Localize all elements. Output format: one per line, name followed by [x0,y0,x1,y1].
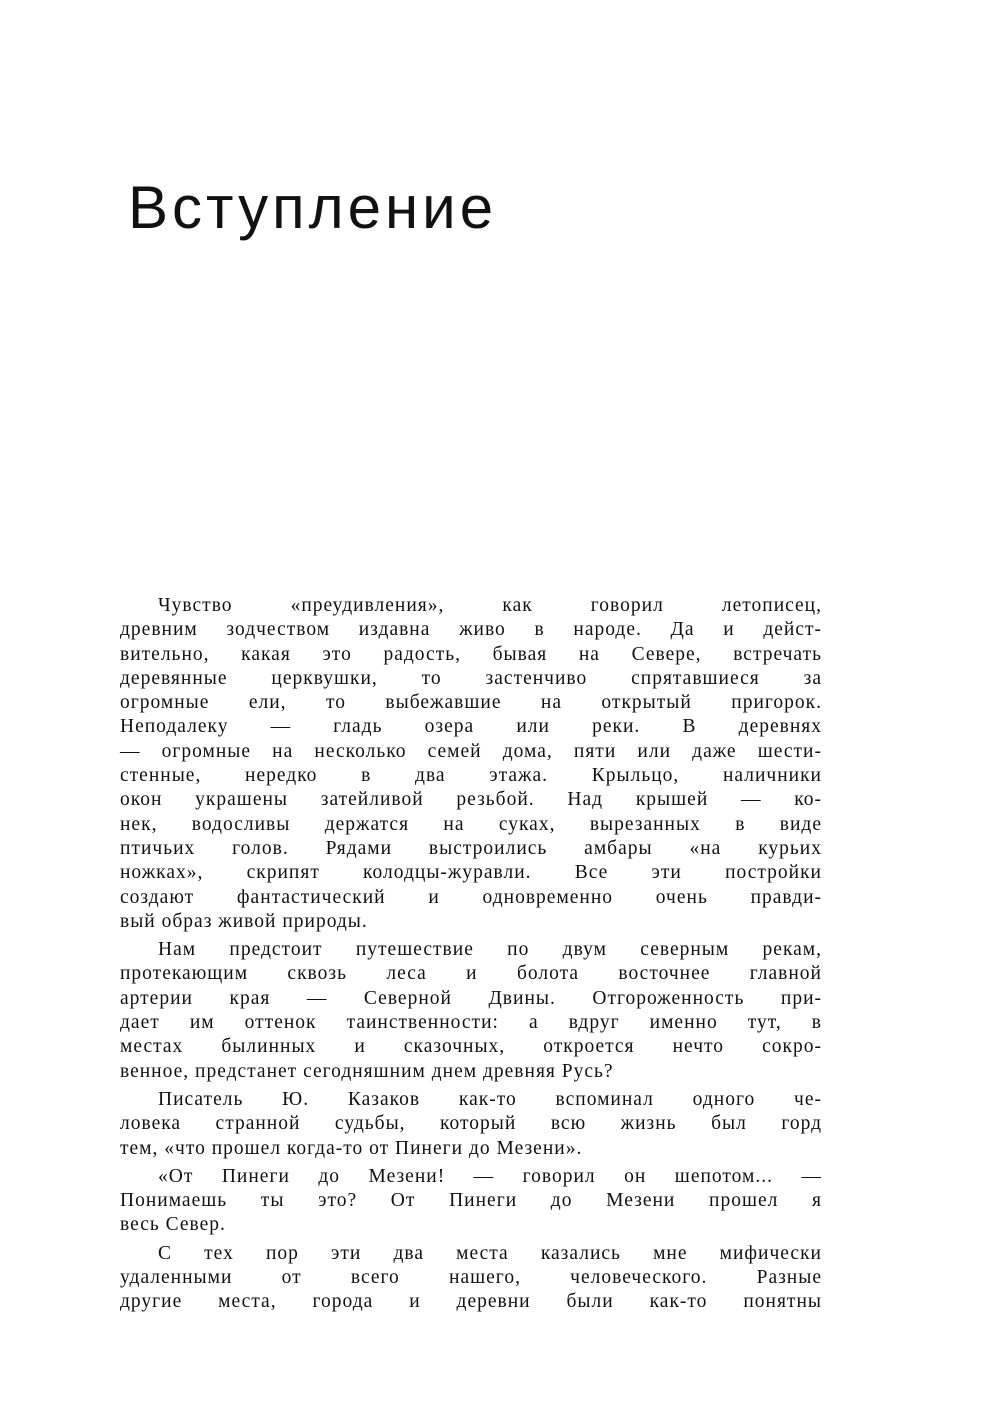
text-line: деревянные церквушки, то застенчиво спрятавшиеся за [120,667,822,689]
text-line: Неподалеку — гладь озера или реки. В деревнях [120,716,822,738]
text-line-content: Нам предстоит путешествие по двум северным рекам, [158,939,822,961]
paragraph [120,1165,822,1238]
text-line: местах былинных и сказочных, откроется нечто сокро- [120,1036,822,1058]
text-line: удаленными от всего нашего, человеческого. Разные [120,1267,822,1289]
text-line: древним зодчеством издавна живо в народе. Да и дейст- [120,619,822,641]
text-line-content: Писатель Ю. Казаков как-то вспоминал одного че- [158,1088,822,1110]
text-line-content: Чувство «преудивления», как говорил летописец, [158,595,822,616]
text-line: весь Север. [120,1214,226,1236]
text-line [120,1088,822,1112]
text-line: создают фантастический и одновременно очень правди- [120,886,822,908]
paragraph [120,1088,822,1161]
text-line: ножках», скрипят колодцы-журавли. Все эти постройки [120,862,822,884]
chapter-title: Вступление [128,174,498,241]
paragraph [120,938,822,1084]
text-line [120,1242,822,1266]
text-line: венное, предстанет сегодняшним днем древняя Русь? [120,1060,614,1082]
text-line: ловека странной судьбы, который всю жизнь был горд [120,1113,822,1135]
paragraph [120,594,822,934]
text-line: нек, водосливы держатся на суках, вырезанных в виде [120,813,822,835]
text-line: — огромные на несколько семей дома, пяти или даже шести- [120,740,822,762]
body-text [120,594,822,1319]
text-line [120,594,822,618]
text-line: дает им оттенок таинственности: а вдруг именно тут, в [120,1012,822,1034]
text-line [120,938,822,962]
text-line-content: С тех пор эти два места казались мне мифически [158,1242,822,1264]
text-line: вый образ живой природы. [120,910,368,932]
paragraph [120,1242,822,1315]
text-line: протекающим сквозь леса и болота восточнее главной [120,963,822,985]
text-line: другие места, города и деревни были как-то понятны [120,1291,822,1313]
text-line: вительно, какая это радость, бывая на Севере, встречать [120,643,822,665]
text-line: стенные, нередко в два этажа. Крыльцо, наличники [120,765,822,787]
text-line: птичьих голов. Рядами выстроились амбары «на курьих [120,837,822,859]
text-line: тем, «что прошел когда-то от Пинеги до Мезени». [120,1137,583,1159]
text-line: Понимаешь ты это? От Пинеги до Мезени прошел я [120,1190,822,1212]
text-line: артерии края — Северной Двины. Отгороженность при- [120,987,822,1009]
text-line: окон украшены затейливой резьбой. Над крышей — ко- [120,789,822,811]
text-line: огромные ели, то выбежавшие на открытый пригорок. [120,692,822,714]
text-line-content: «От Пинеги до Мезени! — говорил он шепотом... — [158,1165,822,1187]
text-line [120,1165,822,1189]
